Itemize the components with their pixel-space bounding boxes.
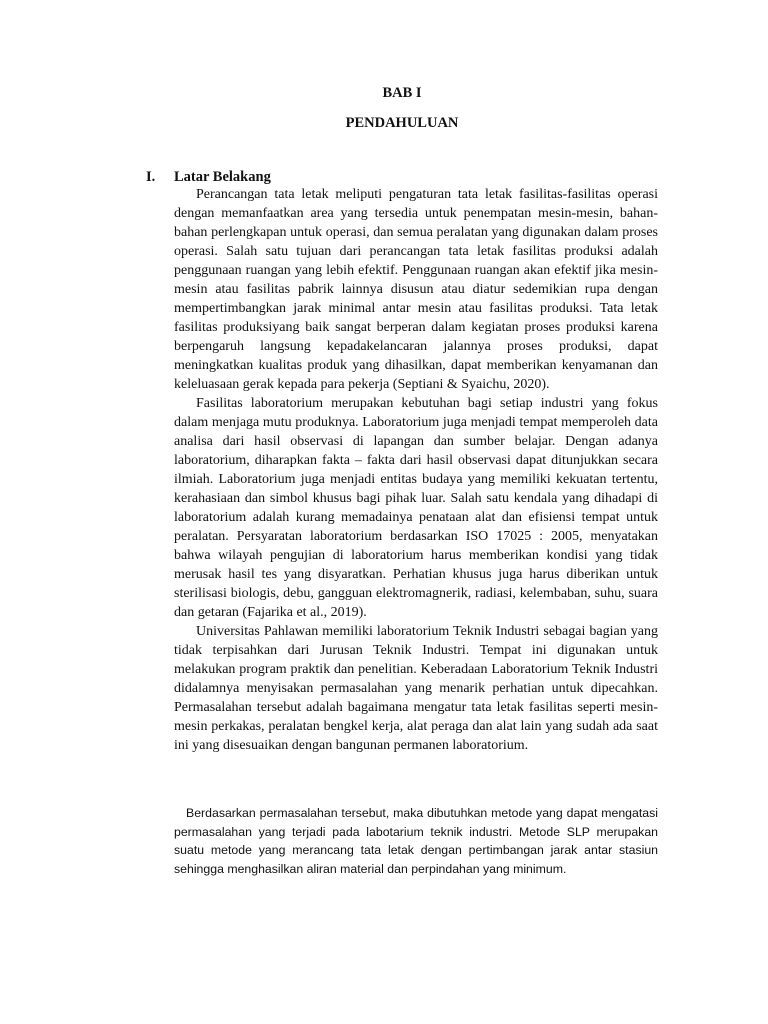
body-text-sans [174, 804, 658, 878]
section-title: Latar Belakang [174, 169, 271, 185]
chapter-number: BAB I [382, 85, 422, 101]
body-text [174, 185, 658, 755]
paragraph: Fasilitas laboratorium merupakan kebutuhan bagi setiap industri yang fokus dalam menjaga mutu produknya. Laboratorium juga menjadi tempat memperoleh data analisa dari hasil observasi di lapangan dan sumber belajar. Dengan adanya laboratorium, diharapkan fakta – fakta dari hasil observasi dapat ditunjukkan secara ilmiah. Laboratorium juga menjadi entitas budaya yang memiliki kekuatan tertentu, kerahasiaan dan simbol khusus bagi pihak luar. Salah satu kendala yang dihadapi di laboratorium adalah kurang memadainya penataan alat dan efisiensi tempat untuk peralatan. Persyaratan laboratorium berdasarkan ISO 17025 : 2005, menyatakan bahwa wilayah pengujian di laboratorium harus memberikan kondisi yang tidak merusak hasil tes yang disyaratkan. Perhatian khusus juga harus diberikan untuk sterilisasi biologis, debu, gangguan elektromagnerik, radiasi, kelembaban, suhu, suara dan getaran (Fajarika et al., 2019). [174, 396, 658, 620]
section-number: I. [146, 169, 156, 185]
paragraph: Perancangan tata letak meliputi pengaturan tata letak fasilitas-fasilitas operasi dengan memanfaatkan area yang tersedia untuk penempatan mesin-mesin, bahan-bahan perlengkapan untuk operasi, dan semua peralatan yang digunakan dalam proses operasi. Salah satu tujuan dari perancangan tata letak fasilitas produksi adalah penggunaan ruangan yang lebih efektif. Penggunaan ruangan akan efektif jika mesin-mesin atau fasilitas pabrik lainnya disusun atau diatur sedemikian rupa dengan mempertimbangkan jarak minimal antar mesin atau fasilitas produksi. Tata letak fasilitas produksiyang baik sangat berperan dalam kegiatan proses produksi karena berpengaruh langsung kepadakelancaran jalannya proses produksi, dapat meningkatkan kualitas produk yang dihasilkan, dapat memberikan kenyamanan dan keleluasaan gerak kepada para pekerja (Septiani & Syaichu, 2020). [174, 187, 658, 392]
section-heading [146, 169, 271, 186]
paragraph: Universitas Pahlawan memiliki laboratorium Teknik Industri sebagai bagian yang tidak terpisahkan dari Jurusan Teknik Industri. Tempat ini digunakan untuk melakukan program praktik dan penelitian. Keberadaan Laboratorium Teknik Industri didalamnya menyisakan permasalahan yang menarik perhatian untuk dipecahkan. Permasalahan tersebut adalah bagaimana mengatur tata letak fasilitas seperti mesin-mesin perkakas, peralatan bengkel kerja, alat peraga dan alat lain yang sudah ada saat ini yang disesuaikan dengan bangunan permanen laboratorium. [174, 624, 658, 753]
paragraph: Berdasarkan permasalahan tersebut, maka dibutuhkan metode yang dapat mengatasi permasalahan yang terjadi pada labotarium teknik industri. Metode SLP merupakan suatu metode yang merancang tata letak dengan pertimbangan jarak antar stasiun sehingga menghasilkan aliran material dan perpindahan yang minimum. [174, 806, 658, 876]
chapter-title: PENDAHULUAN [345, 115, 459, 131]
